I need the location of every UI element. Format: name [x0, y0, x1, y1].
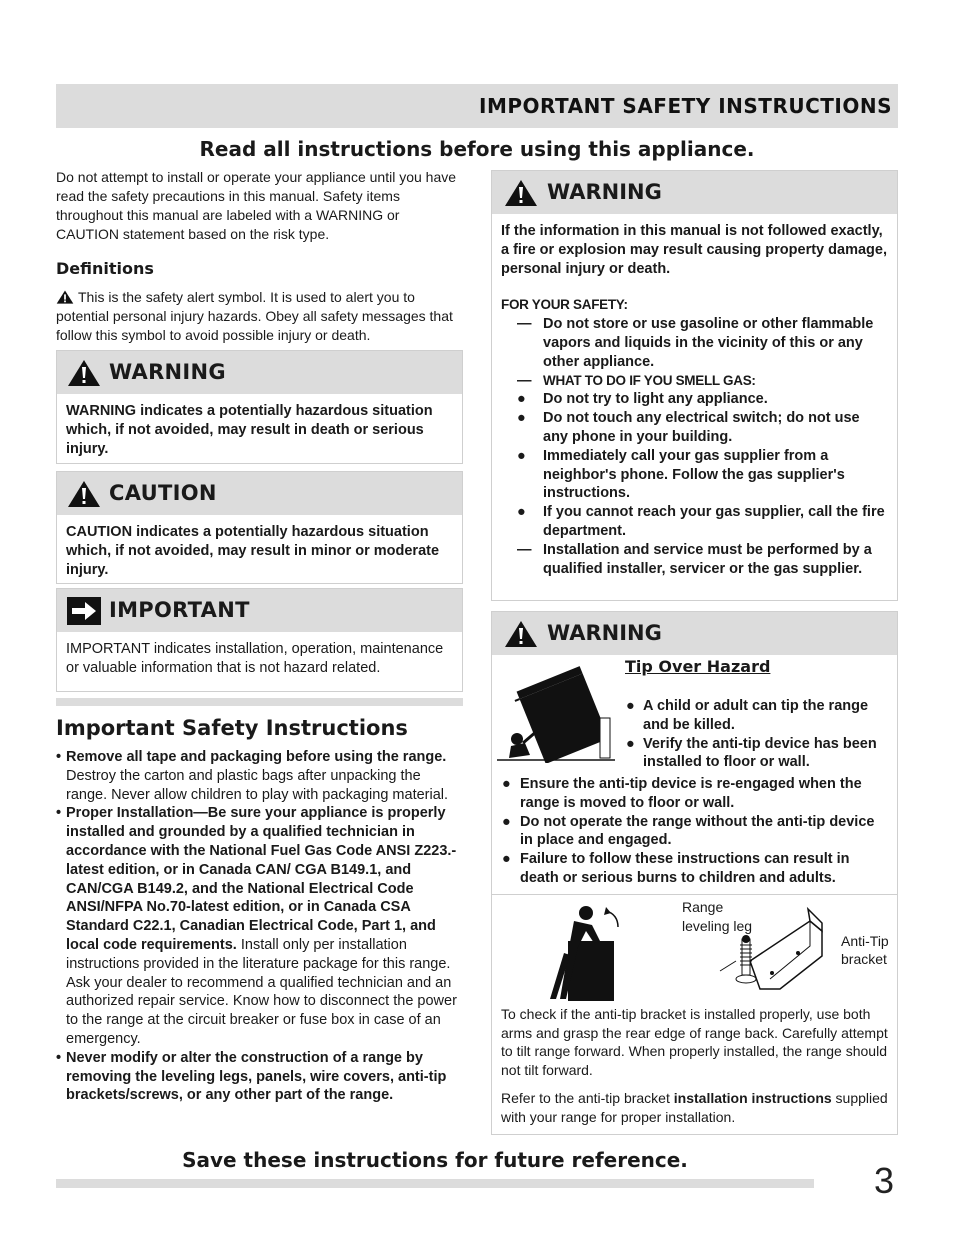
caution-definition-label: CAUTION	[109, 481, 217, 505]
list-item: — WHAT TO DO IF YOU SMELL GAS:	[517, 372, 756, 389]
check-instructions: To check if the anti-tip bracket is installed properly, use both arms and grasp the rear edge of range back. Carefully attempt to tilt range forward. When properly installed, the range should not tilt forward.	[501, 1005, 888, 1079]
list-item-bold: Proper Installation—Be sure your appliance is properly installed and grounded by a qualified technician in accordance with the National Fuel Gas Code ANSI Z223.- latest edition, or in Canada CAN/ CGA B149.1, and CAN/CGA B149.2, and the National Electrical Code ANSI/NFPA No.70-latest edition, or in Canada CSA Standard C22.1, Canadian Electrical Code, Part 1, and local code requirements.	[66, 805, 457, 953]
safety-alert-icon	[56, 290, 74, 304]
tip-warning-box	[491, 611, 898, 1135]
list-item: ● Do not operate the range without the anti-tip device in place and engaged.	[502, 813, 875, 849]
intro-paragraph: Do not attempt to install or operate your appliance until you have read the safety precautions in this manual. Safety items throughout this manual are labeled with a WARNING or CAUTION statement based on the risk type.	[56, 169, 457, 242]
safety-list	[501, 315, 888, 578]
warning-definition-label: WARNING	[109, 360, 226, 384]
list-item	[56, 804, 463, 1048]
footer-bar	[56, 1179, 814, 1188]
footer-text: Save these instructions for future reference.	[182, 1148, 688, 1172]
fire-warning-box	[491, 170, 898, 601]
fire-warning-body	[492, 214, 897, 584]
important-definition-header	[57, 589, 462, 632]
bullet: •	[56, 805, 62, 822]
isi-heading: Important Safety Instructions	[56, 716, 408, 740]
page-number: 3	[874, 1160, 895, 1201]
warning-triangle-icon	[504, 620, 538, 648]
header-bar	[56, 84, 898, 128]
bullet: •	[56, 749, 62, 765]
definitions-text: This is the safety alert symbol. It is used to alert you to potential personal injury hazards. Obey all safety messages that follow this symbol to avoid possible injury or death.	[56, 289, 453, 343]
section-divider	[56, 698, 463, 706]
page-subtitle: Read all instructions before using this appliance.	[199, 137, 755, 161]
important-definition-text: IMPORTANT indicates installation, operation, maintenance or valuable information that is not hazard related.	[66, 641, 444, 676]
list-item-bold: Never modify or alter the construction of a range by removing the leveling legs, panels, wire covers, anti-tip brackets/screws, or any other part of the range.	[66, 1049, 447, 1104]
list-item: ● If you cannot reach your gas supplier, call the fire department.	[517, 504, 885, 539]
person-checking-range-illustration	[530, 903, 630, 1003]
warning-triangle-icon	[504, 179, 538, 207]
list-item: ● Verify the anti-tip device has been installed to floor or wall.	[626, 735, 877, 771]
tip-full-bullets	[492, 775, 897, 894]
leveling-leg-label: Range leveling leg	[682, 898, 753, 934]
fire-warning-label: WARNING	[547, 180, 662, 204]
list-item: — Do not store or use gasoline or other flammable vapors and liquids in the vicinity of this or any other appliance.	[517, 316, 874, 370]
anti-tip-check-area	[492, 895, 897, 1005]
list-item: ● Immediately call your gas supplier from a neighbor's phone. Follow the gas supplier's instructions.	[517, 447, 845, 502]
caution-definition-box	[56, 471, 463, 584]
list-item-text: Destroy the carton and plastic bags after unpacking the range. Never allow children to play with packaging material.	[66, 767, 449, 803]
tip-warning-header	[492, 612, 897, 655]
fire-warning-header	[492, 171, 897, 214]
header-title: IMPORTANT SAFETY INSTRUCTIONS	[479, 94, 892, 118]
list-item-bold: Remove all tape and packaging before using the range.	[66, 749, 447, 765]
important-definition-label: IMPORTANT	[109, 598, 250, 622]
list-item: — Installation and service must be performed by a qualified installer, servicer or the gas supplier.	[517, 541, 872, 577]
anti-tip-bracket-label: Anti-Tip bracket	[841, 932, 889, 967]
caution-definition-header	[57, 472, 462, 515]
arrow-right-icon	[67, 597, 101, 625]
refer-paragraph: Refer to the anti-tip bracket installation instructions supplied with your range for proper installation.	[501, 1089, 888, 1125]
list-item	[56, 748, 463, 804]
tip-side-bullets	[626, 697, 896, 772]
caution-definition-text: CAUTION indicates a potentially hazardous situation which, if not avoided, may result in minor or moderate injury.	[66, 524, 440, 578]
tip-over-heading: Tip Over Hazard	[625, 657, 771, 676]
safety-heading: FOR YOUR SAFETY:	[501, 297, 628, 313]
anti-tip-check-text	[492, 1005, 897, 1135]
fire-warning-lead: If the information in this manual is not followed exactly, a fire or explosion may result causing property damage, personal injury or death.	[501, 223, 887, 277]
tip-over-area	[492, 655, 897, 775]
warning-definition-box	[56, 350, 463, 464]
definitions-heading: Definitions	[56, 259, 154, 278]
bullet: •	[56, 1049, 62, 1066]
list-item	[56, 1049, 463, 1105]
tipping-range-illustration	[497, 663, 615, 763]
warning-definition-header	[57, 351, 462, 394]
tip-warning-label: WARNING	[547, 621, 662, 645]
list-item-text: Install only per installation instructions provided in the literature package for this range. Ask your dealer to recommend a qualified technician and an authorized repair service. Know how to disconnect the power to the range at the circuit breaker or fuse box in case of an emergency.	[66, 936, 457, 1047]
warning-definition-text: WARNING indicates a potentially hazardous situation which, if not avoided, may result in death or serious injury.	[66, 403, 433, 457]
warning-triangle-icon	[67, 359, 101, 387]
caution-triangle-icon	[67, 480, 101, 508]
anti-tip-bracket-illustration	[710, 901, 830, 1001]
list-item: ● A child or adult can tip the range and be killed.	[626, 698, 869, 733]
list-item: ● Do not try to light any appliance.	[517, 391, 768, 408]
list-item: ● Failure to follow these instructions can result in death or serious burns to children and adults.	[502, 851, 850, 886]
list-item: ● Ensure the anti-tip device is re-engaged when the range is moved to floor or wall.	[502, 776, 862, 811]
definitions-paragraph	[56, 288, 463, 345]
isi-list	[56, 748, 463, 1105]
list-item: ● Do not touch any electrical switch; do not use any phone in your building.	[517, 410, 860, 445]
important-definition-box	[56, 588, 463, 692]
